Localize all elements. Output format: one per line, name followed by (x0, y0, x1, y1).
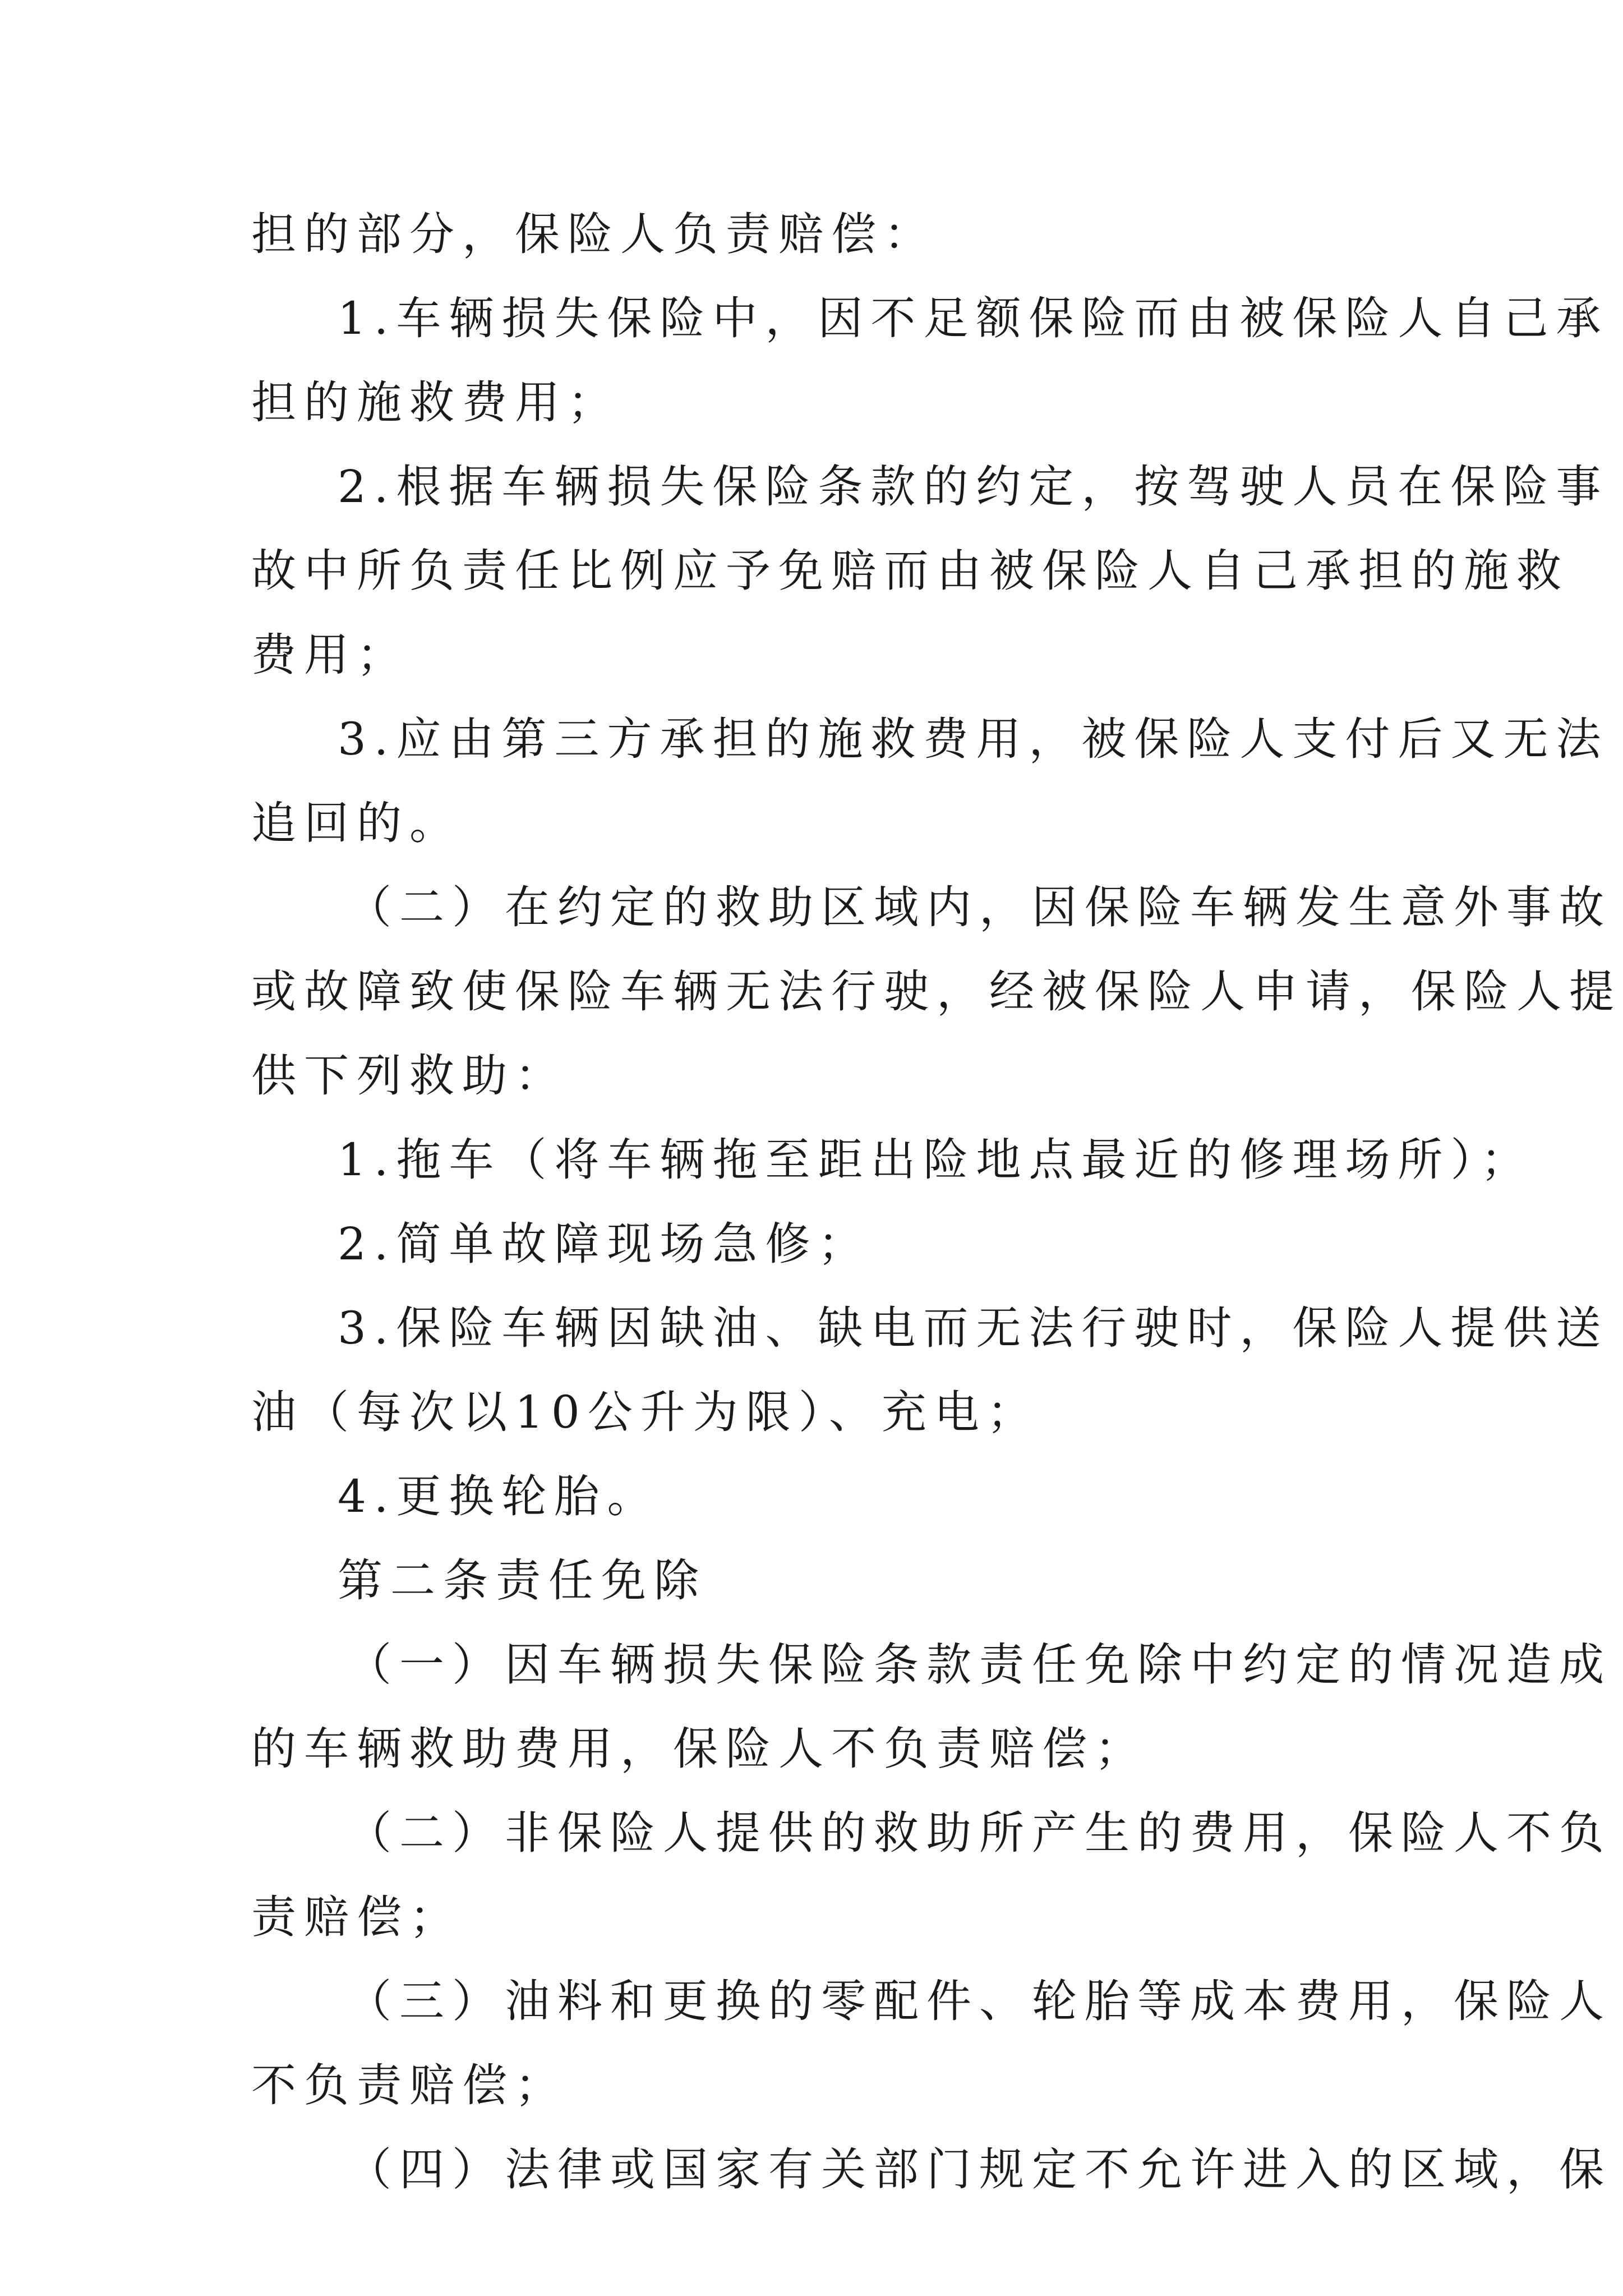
text-line-10: 或故障致使保险车辆无法行驶，经被保险人申请，保险人提 (251, 965, 1622, 1018)
text-line-20: （二）非保险人提供的救助所产生的费用，保险人不负 (347, 1807, 1612, 1859)
text-line-1: 担的部分，保险人负责赔偿： (251, 208, 937, 260)
text-line-18: （一）因车辆损失保险条款责任免除中约定的情况造成 (347, 1639, 1612, 1691)
text-line-7: 3.应由第三方承担的施救费用，被保险人支付后又无法 (338, 713, 1609, 765)
text-line-4: 2.根据车辆损失保险条款的约定，按驾驶人员在保险事 (338, 461, 1609, 513)
text-line-6: 费用； (251, 629, 409, 681)
text-line-3: 担的施救费用； (251, 376, 620, 429)
text-line-19: 的车辆救助费用，保险人不负责赔偿； (251, 1723, 1147, 1775)
text-line-23: 不负责赔偿； (251, 2059, 568, 2111)
text-line-12: 1.拖车（将车辆拖至距出险地点最近的修理场所）； (338, 1134, 1534, 1186)
text-line-8: 追回的。 (251, 797, 462, 849)
text-line-24: （四）法律或国家有关部门规定不允许进入的区域，保 (347, 2143, 1612, 2196)
text-line-14: 3.保险车辆因缺油、缺电而无法行驶时，保险人提供送 (338, 1302, 1609, 1354)
text-line-21: 责赔偿； (251, 1891, 462, 1943)
text-line-9: （二）在约定的救助区域内，因保险车辆发生意外事故 (347, 881, 1612, 933)
text-line-13: 2.简单故障现场急修； (338, 1218, 871, 1270)
text-line-5: 故中所负责任比例应予免赔而由被保险人自己承担的施救 (251, 545, 1569, 597)
text-line-22: （三）油料和更换的零配件、轮胎等成本费用，保险人 (347, 1975, 1612, 2027)
text-line-2: 1.车辆损失保险中，因不足额保险而由被保险人自己承 (338, 292, 1609, 344)
text-line-15: 油（每次以10公升为限）、充电； (251, 1386, 1040, 1438)
text-line-16: 4.更换轮胎。 (338, 1470, 660, 1522)
text-line-11: 供下列救助： (251, 1050, 568, 1102)
section-heading: 第二条责任免除 (338, 1554, 707, 1607)
